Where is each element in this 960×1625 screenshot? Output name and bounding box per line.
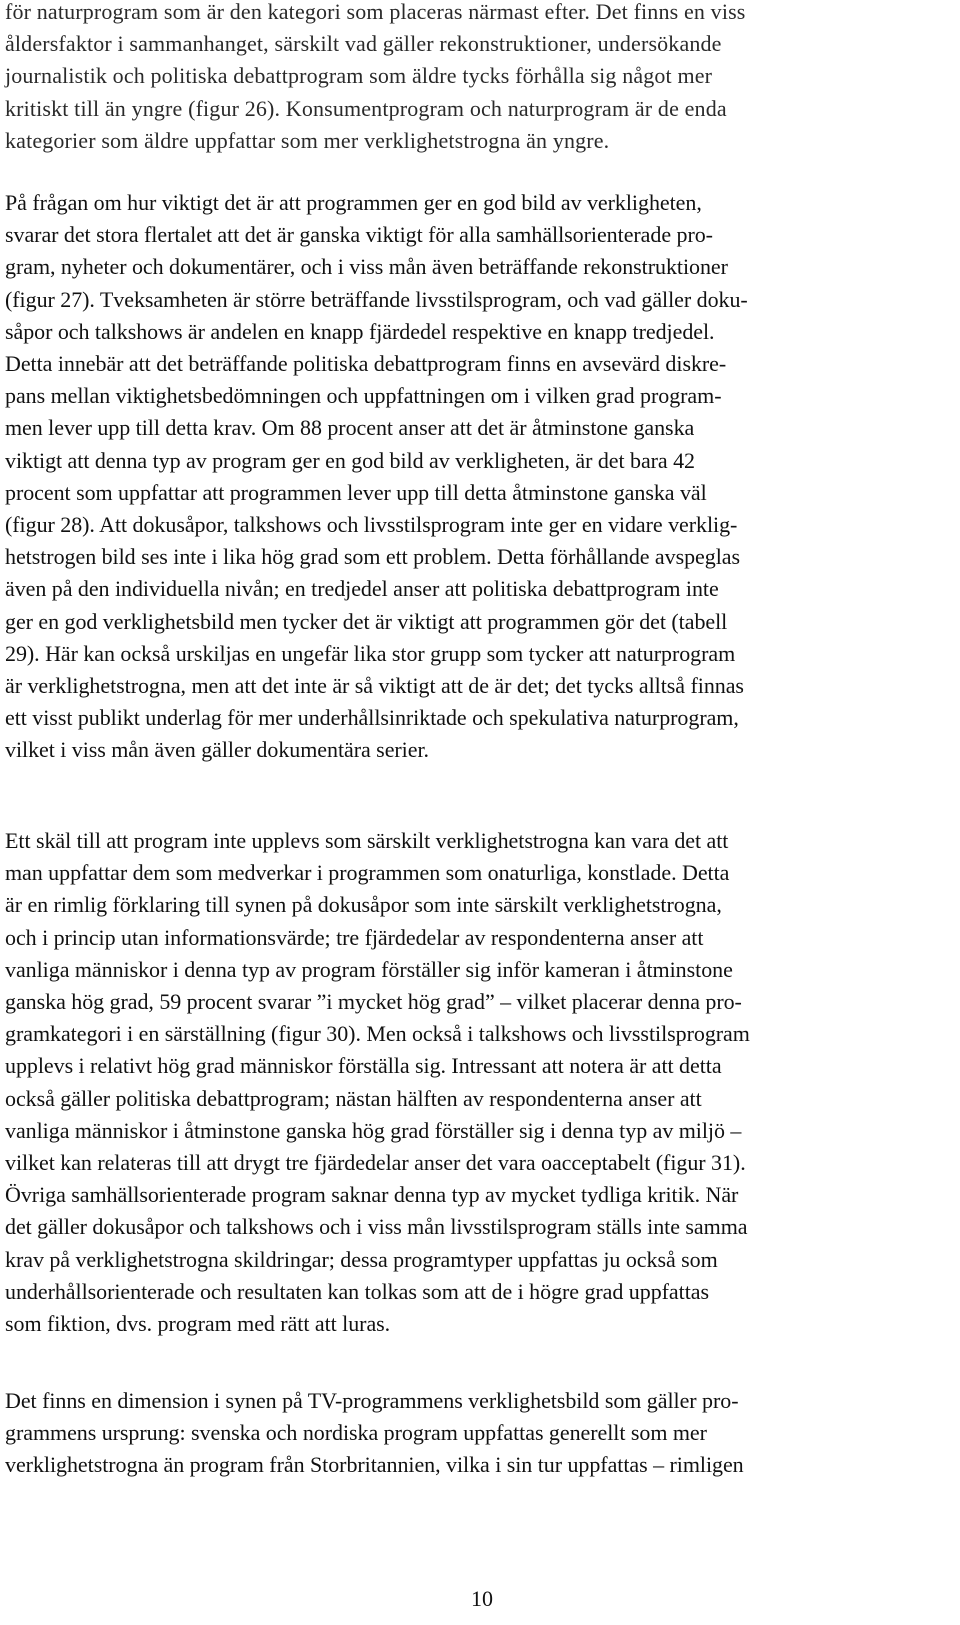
paragraph-program-origin: Det finns en dimension i synen på TV-programmens verklighetsbild som gäller pro- grammens ursprung: svenska och nordiska program uppfattas generellt som mer verklighetstrogna än program från Storbritannien, vilka i sin tur uppfattas – rimligen <box>5 1388 744 1478</box>
paragraph-importance-of-reality: På frågan om hur viktigt det är att programmen ger en god bild av verkligheten, svarar det stora flertalet att det är ganska viktigt för alla samhällsorienterade pro- gram, nyheter och dokumentärer, och i viss mån även beträffande rekonstruktioner (figur 27). Tveksamheten är större beträffande livsstilsprogram, och vad gäller doku- såpor och talkshows är andelen en knapp fjärdedel respektive en knapp tredjedel. Detta innebär att det beträffande politiska debattprogram finns en avsevärd diskre- pans mellan viktighetsbedömningen och uppfattningen om i vilken grad program- men lever upp till detta krav. Om 88 procent anser att det är åtminstone ganska viktigt att denna typ av program ger en god bild av verkligheten, är det bara 42 procent som uppfattar att programmen lever upp till detta åtminstone ganska väl (figur 28). Att dokusåpor, talkshows och livsstilsprogram inte ger en vidare verklig- hetstrogen bild ses inte i lika hög grad som ett problem. Detta förhållande avspeglas även på den individuella nivån; en tredjedel anser att politiska debattprogram inte ger en god verklighetsbild men tycker det är viktigt att programmen gör det (tabell 29). Här kan också urskiljas en ungefär lika stor grupp som tycker att naturprogram är verklighetstrogna, men att det inte är så viktigt att de är det; det tycks alltså finnas ett visst publikt underlag för mer underhållsinriktade och spekulativa naturprogram, vilket i viss mån även gäller dokumentära serier. <box>5 190 748 763</box>
page-number: 10 <box>471 1586 493 1611</box>
paragraph-participants-pretending: Ett skäl till att program inte upplevs som särskilt verklighetstrogna kan vara det att man uppfattar dem som medverkar i programmen som onaturliga, konstlade. Detta är en rimlig förklaring till synen på dokusåpor som inte särskilt verklighetstrogna, och i princip utan informationsvärde; tre fjärdedelar av respondenterna anser att vanliga människor i denna typ av program förställer sig inför kameran i åtminstone ganska hög grad, 59 procent svarar ”i mycket hög grad” – vilket placerar denna pro- gramkategori i en särställning (figur 30). Men också i talkshows och livsstilsprogram upplevs i relativt hög grad människor förställa sig. Intressant att notera är att detta också gäller politiska debattprogram; nästan hälften av respondenterna anser att vanliga människor i åtminstone ganska hög grad förställer sig i denna typ av miljö – vilket kan relateras till att drygt tre fjärdedelar anser det vara oacceptabelt (figur 31). Övriga samhällsorienterade program saknar denna typ av mycket tydliga kritik. När det gäller dokusåpor och talkshows och i viss mån livsstilsprogram ställs inte samma krav på verklighetstrogna skildringar; dessa programtyper uppfattas ju också som underhållsorienterade och resultaten kan tolkas som att de i högre grad uppfattas som fiktion, dvs. program med rätt att luras. <box>5 828 750 1337</box>
paragraph-age-factor: för naturprogram som är den kategori som placeras närmast efter. Det finns en viss åldersfaktor i sammanhanget, särskilt vad gäller rekonstruktioner, undersökande journalistik och politiska debattprogram som äldre tycks förhålla sig något mer kritiskt till än yngre (figur 26). Konsumentprogram och naturprogram är de enda kategorier som äldre uppfattar som mer verklighetstrogna än yngre. <box>5 0 746 153</box>
